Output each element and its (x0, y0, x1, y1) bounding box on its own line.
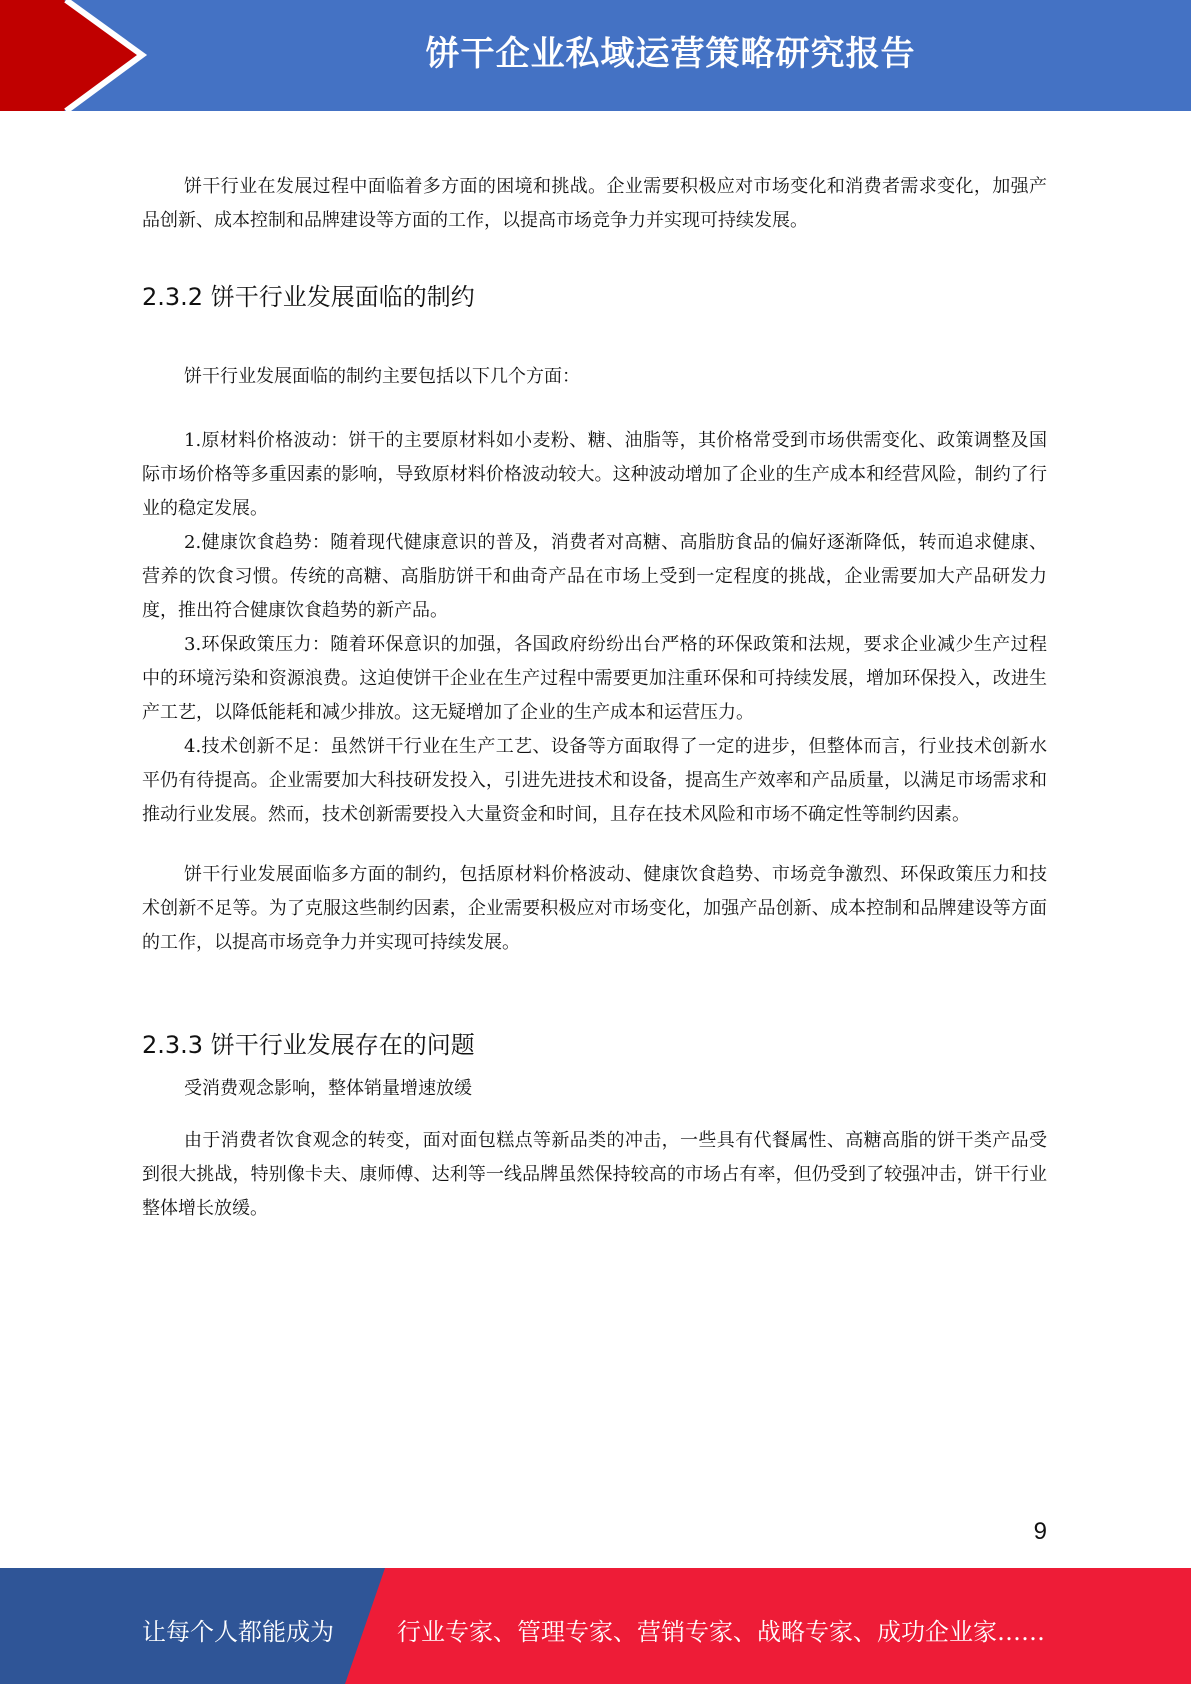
page-footer (0, 1568, 1191, 1684)
report-title: 饼干企业私域运营策略研究报告 (425, 34, 916, 74)
paragraph: 受消费观念影响，整体销量增速放缓 (184, 1078, 472, 1099)
paragraph: 1.原材料价格波动：饼干的主要原材料如小麦粉、糖、油脂等，其价格常受到市场供需变化、政策调整及国际市场价格等多重因素的影响，导致原材料价格波动较大。这种波动增加了企业的生产成本和经营风险，制约了行业的稳定发展。 (142, 430, 1047, 519)
paragraph: 3.环保政策压力：随着环保意识的加强，各国政府纷纷出台严格的环保政策和法规，要求企业减少生产过程中的环境污染和资源浪费。这迫使饼干企业在生产过程中需要更加注重环保和可持续发展，增加环保投入，改进生产工艺，以降低能耗和减少排放。这无疑增加了企业的生产成本和运营压力。 (142, 634, 1047, 723)
paragraph: 饼干行业发展面临的制约主要包括以下几个方面： (184, 366, 580, 387)
paragraph: 2.健康饮食趋势：随着现代健康意识的普及，消费者对高糖、高脂肪食品的偏好逐渐降低，转而追求健康、营养的饮食习惯。传统的高糖、高脂肪饼干和曲奇产品在市场上受到一定程度的挑战，企业需要加大产品研发力度，推出符合健康饮食趋势的新产品。 (142, 532, 1047, 621)
paragraph: 4.技术创新不足：虽然饼干行业在生产工艺、设备等方面取得了一定的进步，但整体而言，行业技术创新水平仍有待提高。企业需要加大科技研发投入，引进先进技术和设备，提高生产效率和产品质量，以满足市场需求和推动行业发展。然而，技术创新需要投入大量资金和时间，且存在技术风险和市场不确定性等制约因素。 (142, 736, 1047, 825)
document-body (142, 170, 1047, 1226)
paragraph: 饼干行业发展面临多方面的制约，包括原材料价格波动、健康饮食趋势、市场竞争激烈、环保政策压力和技术创新不足等。为了克服这些制约因素，企业需要积极应对市场变化，加强产品创新、成本控制和品牌建设等方面的工作，以提高市场竞争力并实现可持续发展。 (142, 864, 1047, 953)
paragraph: 饼干行业在发展过程中面临着多方面的困境和挑战。企业需要积极应对市场变化和消费者需求变化，加强产品创新、成本控制和品牌建设等方面的工作，以提高市场竞争力并实现可持续发展。 (142, 176, 1047, 231)
page-header (0, 0, 1191, 111)
section-heading-2-3-2: 2.3.2 饼干行业发展面临的制约 (142, 283, 475, 311)
footer-slogan-left: 让每个人都能成为 (142, 1618, 334, 1646)
paragraph: 由于消费者饮食观念的转变，面对面包糕点等新品类的冲击，一些具有代餐属性、高糖高脂的饼干类产品受到很大挑战，特别像卡夫、康师傅、达利等一线品牌虽然保持较高的市场占有率，但仍受到了较强冲击，饼干行业整体增长放缓。 (142, 1130, 1047, 1219)
section-heading-2-3-3: 2.3.3 饼干行业发展存在的问题 (142, 1031, 475, 1059)
footer-slogan-right: 行业专家、管理专家、营销专家、战略专家、成功企业家…… (397, 1618, 1045, 1646)
page-number: 9 (1033, 1518, 1047, 1545)
